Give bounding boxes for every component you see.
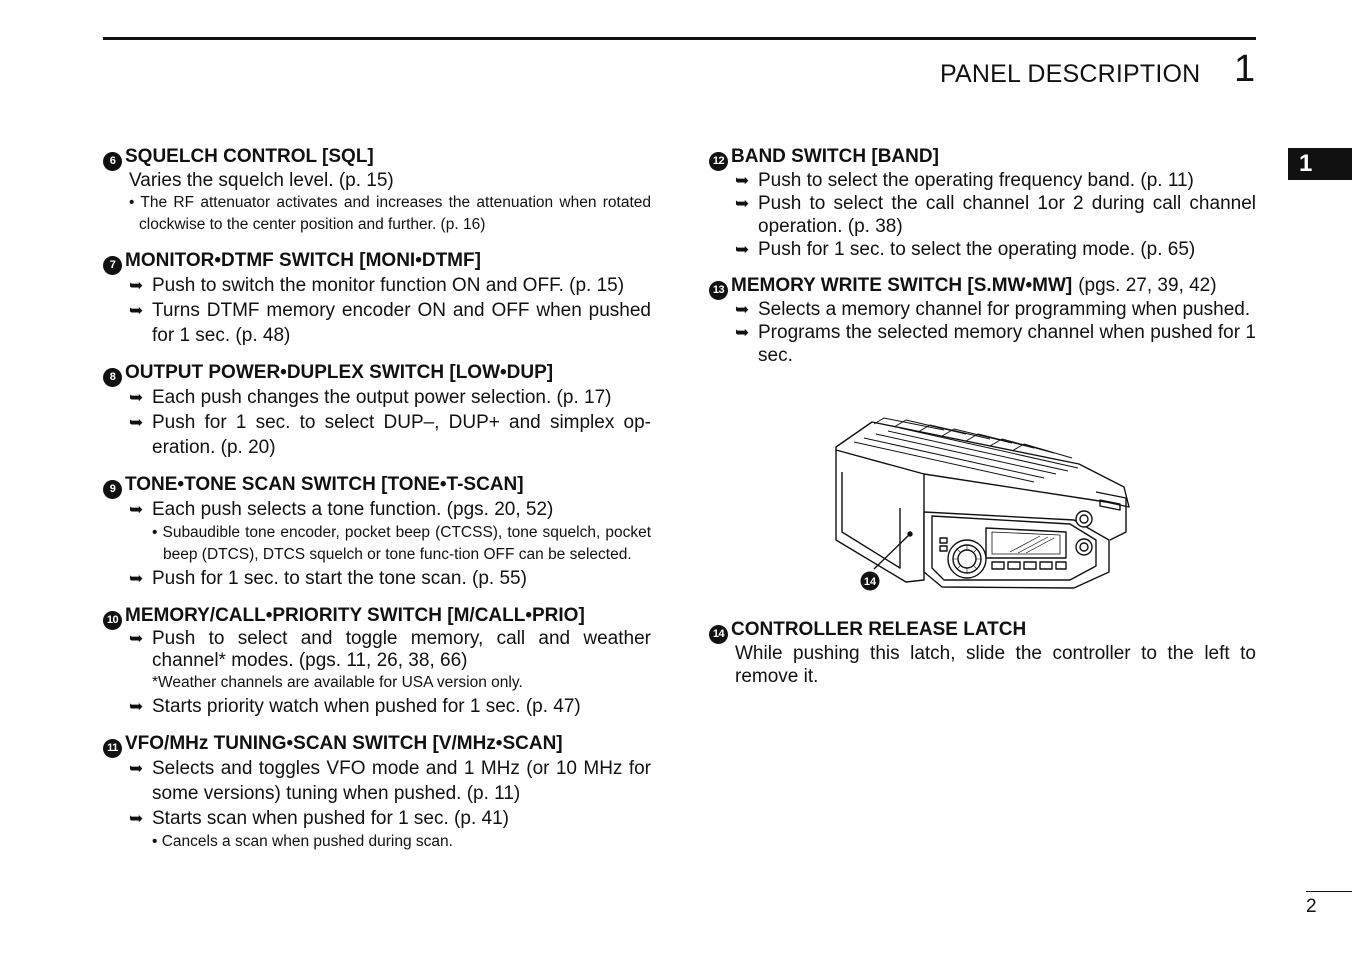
section-output-power [103, 361, 651, 460]
left-column [103, 145, 651, 866]
number-badge-icon: 7 [103, 256, 122, 275]
page-number: 2 [1306, 896, 1317, 917]
number-badge-icon: 11 [103, 739, 122, 758]
list-item: ➥ Push to switch the monitor function ON and OFF. (p. 15) [129, 275, 625, 296]
section-title: TONE•TONE SCAN SWITCH [TONE•T-SCAN] [125, 474, 524, 495]
arrow-bullet-icon: ➥ [129, 759, 144, 778]
arrow-bullet-icon: ➥ [129, 697, 144, 716]
section-title: CONTROLLER RELEASE LATCH [731, 619, 1027, 640]
arrow-bullet-icon: ➥ [735, 171, 750, 190]
top-rule [103, 37, 1256, 40]
chapter-number: 1 [1234, 48, 1256, 90]
transceiver-illustration [834, 412, 1134, 597]
page-reference: (pgs. 27, 39, 42) [1078, 275, 1217, 296]
page-number-rule [1306, 891, 1352, 892]
number-badge-icon: 6 [103, 152, 122, 171]
list-item: ➥ Programs the selected memory channel when pushed for 1 sec. [735, 322, 1256, 366]
arrow-bullet-icon: ➥ [735, 194, 750, 213]
section-band [709, 145, 1256, 261]
arrow-bullet-icon: ➥ [129, 809, 144, 828]
section-memory-call [103, 604, 651, 719]
arrow-bullet-icon: ➥ [129, 276, 144, 295]
section-squelch [103, 145, 651, 236]
number-badge-icon: 12 [709, 152, 728, 171]
arrow-bullet-icon: ➥ [735, 323, 750, 342]
arrow-bullet-icon: ➥ [735, 300, 750, 319]
list-item: ➥ Each push changes the output power selection. (p. 17) [129, 387, 612, 408]
section-title: OUTPUT POWER•DUPLEX SWITCH [LOW•DUP] [125, 362, 554, 383]
arrow-bullet-icon: ➥ [129, 413, 144, 432]
arrow-bullet-icon: ➥ [129, 629, 144, 648]
section-title: MONITOR•DTMF SWITCH [MONI•DTMF] [125, 250, 481, 271]
number-badge-icon: 9 [103, 480, 122, 499]
list-item: ➥ Push for 1 sec. to select the operating mode. (p. 65) [735, 239, 1196, 260]
number-badge-icon: 10 [103, 611, 122, 630]
list-item: ➥ Each push selects a tone function. (pgs. 20, 52) [129, 499, 554, 520]
section-title: VFO/MHz TUNING•SCAN SWITCH [V/MHz•SCAN] [125, 733, 563, 754]
list-item: ➥ Push to select the operating frequency band. (p. 11) [735, 170, 1194, 191]
section-title: SQUELCH CONTROL [SQL] [125, 146, 374, 167]
section-title: MEMORY WRITE SWITCH [S.MW•MW] [731, 275, 1073, 296]
section-vfo [103, 732, 651, 853]
number-badge-icon: 14 [709, 625, 728, 644]
section-release-latch [709, 618, 1256, 688]
page-title: PANEL DESCRIPTION [940, 60, 1201, 88]
description: While pushing this latch, slide the controller to the left to remove it. [735, 643, 1256, 687]
section-monitor [103, 249, 651, 348]
note: *Weather channels are available for USA version only. [152, 674, 523, 691]
number-badge-icon: 13 [709, 281, 728, 300]
arrow-bullet-icon: ➥ [735, 240, 750, 259]
note: • The RF attenuator activates and increases the attenuation when rotated clockwise to the center position and further. (p. 16) [129, 194, 651, 233]
list-item: ➥ Push for 1 sec. to select DUP–, DUP+ and simplex op-eration. (p. 20) [129, 412, 651, 458]
list-item: ➥ Push to select the call channel 1or 2 during call channel operation. (p. 38) [735, 193, 1256, 237]
arrow-bullet-icon: ➥ [129, 301, 144, 320]
list-item: ➥ Selects a memory channel for programming when pushed. [735, 299, 1251, 320]
note: • Cancels a scan when pushed during scan. [152, 833, 453, 850]
number-badge-icon: 8 [103, 368, 122, 387]
list-item: ➥ Push for 1 sec. to start the tone scan. (p. 55) [129, 568, 527, 589]
section-memory-write [709, 274, 1256, 367]
list-item: ➥ Starts scan when pushed for 1 sec. (p. 41) [129, 808, 509, 829]
section-title: BAND SWITCH [BAND] [731, 146, 939, 167]
callout-label: 14 [863, 576, 877, 588]
list-item: ➥ Selects and toggles VFO mode and 1 MHz (or 10 MHz for some versions) tuning when pushed. (p. 11) [129, 758, 651, 804]
arrow-bullet-icon: ➥ [129, 569, 144, 588]
arrow-bullet-icon: ➥ [129, 500, 144, 519]
note: • Subaudible tone encoder, pocket beep (CTCSS), tone squelch, pocket beep (DTCS), DTCS squelch or tone func-tion OFF can be selected. [152, 524, 651, 563]
list-item: ➥ Turns DTMF memory encoder ON and OFF when pushed for 1 sec. (p. 48) [129, 300, 651, 346]
list-item: ➥ Push to select and toggle memory, call and weather channel* modes. (pgs. 11, 26, 38, 66) [129, 628, 651, 671]
section-title: MEMORY/CALL•PRIORITY SWITCH [M/CALL•PRIO] [125, 605, 585, 626]
list-item: ➥ Starts priority watch when pushed for 1 sec. (p. 47) [129, 696, 581, 717]
arrow-bullet-icon: ➥ [129, 388, 144, 407]
description: Varies the squelch level. (p. 15) [129, 170, 394, 191]
section-tone [103, 473, 651, 591]
chapter-tab[interactable]: 1 [1288, 148, 1352, 180]
right-column [709, 145, 1256, 687]
